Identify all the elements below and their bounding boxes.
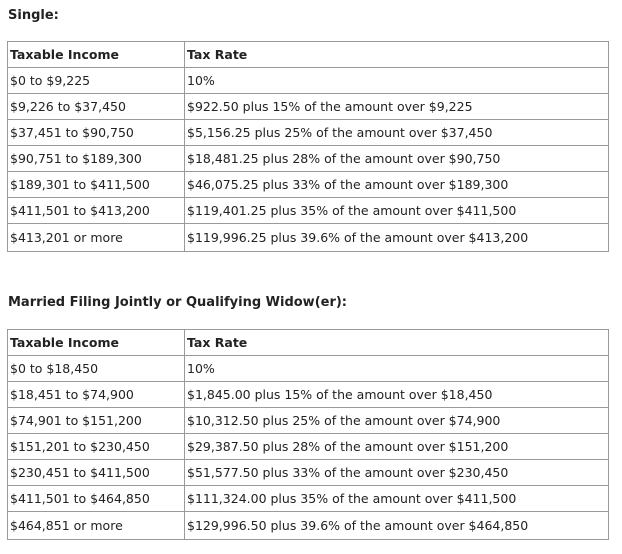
table-row	[8, 434, 609, 460]
table-row	[8, 224, 609, 252]
tax-rate-cell: $922.50 plus 15% of the amount over $9,225	[185, 94, 609, 120]
table-row	[8, 120, 609, 146]
tax-rate-cell: $29,387.50 plus 28% of the amount over $151,200	[185, 434, 609, 460]
taxable-income-cell: $0 to $9,225	[8, 68, 185, 94]
table-header-row	[8, 330, 609, 356]
tax-rate-cell: 10%	[185, 356, 609, 382]
table-row	[8, 198, 609, 224]
taxable-income-header: Taxable Income	[8, 42, 185, 68]
tax-rate-cell: $119,401.25 plus 35% of the amount over $411,500	[185, 198, 609, 224]
married-section-title: Married Filing Jointly or Qualifying Widow(er):	[8, 295, 348, 310]
table-header-row	[8, 42, 609, 68]
tax-rate-cell: $10,312.50 plus 25% of the amount over $74,900	[185, 408, 609, 434]
table-row	[8, 356, 609, 382]
taxable-income-cell: $0 to $18,450	[8, 356, 185, 382]
taxable-income-cell: $37,451 to $90,750	[8, 120, 185, 146]
table-row	[8, 146, 609, 172]
tax-rate-header: Tax Rate	[185, 330, 609, 356]
tax-rate-cell: $1,845.00 plus 15% of the amount over $18,450	[185, 382, 609, 408]
tax-rate-cell: $119,996.25 plus 39.6% of the amount over $413,200	[185, 224, 609, 252]
single-section-title: Single:	[8, 8, 59, 23]
table-row	[8, 382, 609, 408]
tax-rate-cell: $129,996.50 plus 39.6% of the amount over $464,850	[185, 512, 609, 540]
table-row	[8, 68, 609, 94]
taxable-income-cell: $9,226 to $37,450	[8, 94, 185, 120]
married-tax-table	[7, 329, 609, 540]
table-row	[8, 512, 609, 540]
table-row	[8, 408, 609, 434]
tax-rate-cell: $5,156.25 plus 25% of the amount over $37,450	[185, 120, 609, 146]
table-row	[8, 460, 609, 486]
taxable-income-cell: $411,501 to $464,850	[8, 486, 185, 512]
taxable-income-cell: $413,201 or more	[8, 224, 185, 252]
taxable-income-cell: $18,451 to $74,900	[8, 382, 185, 408]
taxable-income-cell: $90,751 to $189,300	[8, 146, 185, 172]
taxable-income-cell: $411,501 to $413,200	[8, 198, 185, 224]
taxable-income-header: Taxable Income	[8, 330, 185, 356]
taxable-income-cell: $189,301 to $411,500	[8, 172, 185, 198]
table-row	[8, 486, 609, 512]
taxable-income-cell: $464,851 or more	[8, 512, 185, 540]
taxable-income-cell: $230,451 to $411,500	[8, 460, 185, 486]
tax-rate-cell: $18,481.25 plus 28% of the amount over $90,750	[185, 146, 609, 172]
table-row	[8, 172, 609, 198]
tax-rate-cell: $51,577.50 plus 33% of the amount over $230,450	[185, 460, 609, 486]
taxable-income-cell: $151,201 to $230,450	[8, 434, 185, 460]
tax-rate-cell: $46,075.25 plus 33% of the amount over $189,300	[185, 172, 609, 198]
taxable-income-cell: $74,901 to $151,200	[8, 408, 185, 434]
tax-rate-cell: 10%	[185, 68, 609, 94]
single-tax-table	[7, 41, 609, 252]
tax-rate-header: Tax Rate	[185, 42, 609, 68]
tax-rate-cell: $111,324.00 plus 35% of the amount over $411,500	[185, 486, 609, 512]
table-row	[8, 94, 609, 120]
